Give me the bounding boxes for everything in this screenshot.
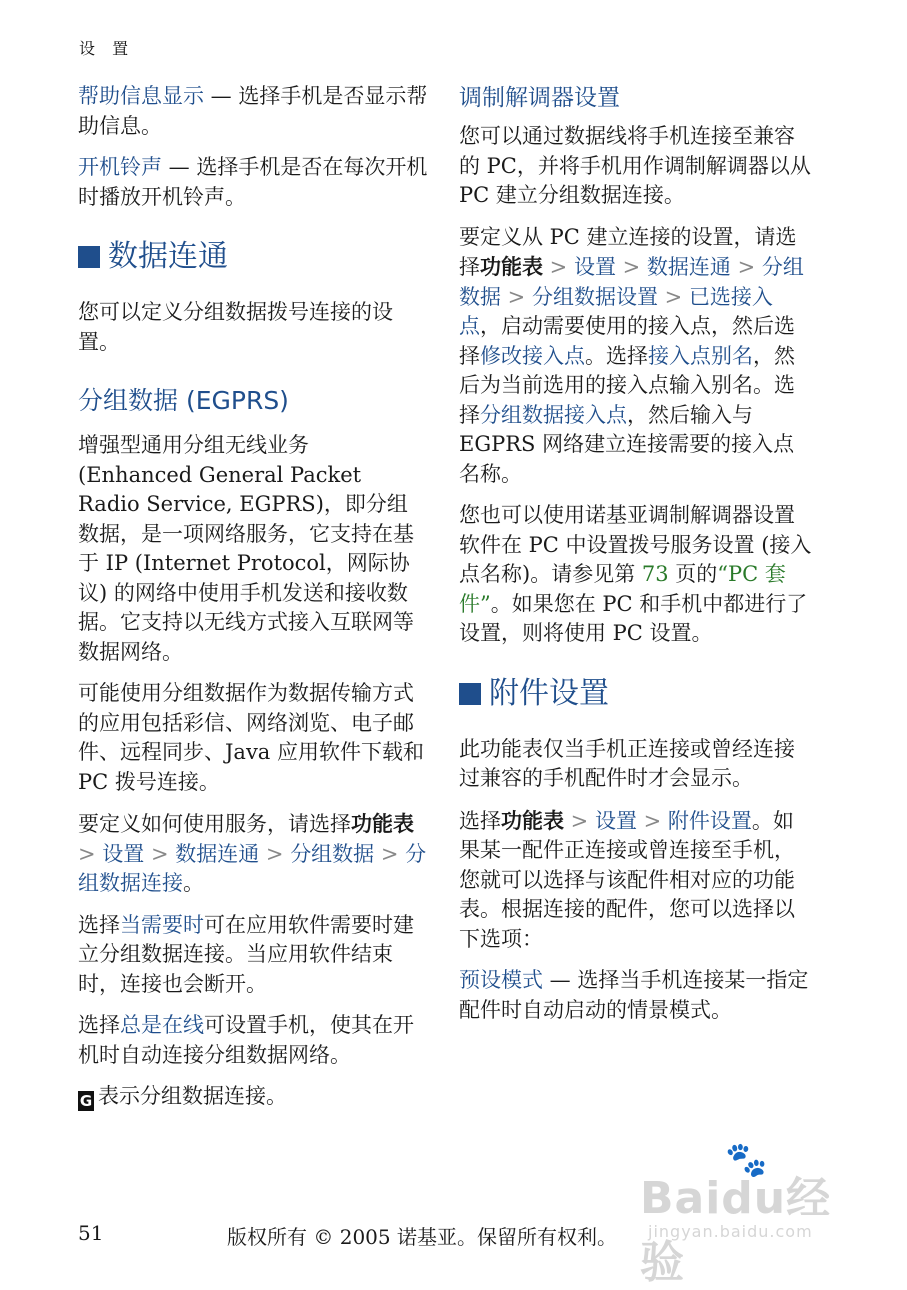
startup-tone-desc: — 选择手机是否在每次开机时播放开机铃声。 <box>78 155 428 209</box>
watermark-logo: Baidu经验 <box>640 1173 832 1288</box>
menu-path-item: 分组数据 <box>290 841 375 866</box>
sep: > <box>636 808 668 833</box>
menu-term: 功能表 <box>501 807 564 833</box>
running-header: 设 置 <box>79 39 135 58</box>
copyright-notice: 版权所有 © 2005 诺基亚。保留所有权利。 <box>227 1225 617 1249</box>
term-when-needed: 当需要时 <box>120 912 204 937</box>
modem-software-paragraph <box>459 501 814 649</box>
text-run: 要定义如何使用服务，请选择 <box>78 812 351 836</box>
startup-tone-paragraph <box>78 153 428 212</box>
preset-profile-paragraph <box>459 966 814 1025</box>
text-run: ，然后为当前选用的接入点输入别名。选择 <box>459 343 795 427</box>
paw-icon: 🐾 <box>725 1140 768 1180</box>
term-startup-tone: 开机铃声 <box>78 155 162 179</box>
section-heading-accessories <box>459 675 814 713</box>
gprs-indicator-paragraph <box>78 1082 428 1112</box>
right-column <box>459 82 814 1037</box>
menu-path-item: 数据连通 <box>646 255 731 279</box>
menu-path-item: 分组数据接入点 <box>480 402 627 427</box>
term-preset-profile: 预设模式 <box>459 968 543 992</box>
data-intro-paragraph: 您可以定义分组数据拨号连接的设置。 <box>78 300 393 354</box>
menu-path-item: 分组数据 <box>459 255 804 309</box>
text-run: 。如果您在 PC 和手机中都进行了设置，则将使用 PC 设置。 <box>459 591 808 645</box>
text-run: ，启动需要使用的接入点，然后选择 <box>459 314 795 368</box>
text-run: 选择 <box>78 1013 120 1037</box>
accessories-intro-paragraph: 此功能表仅当手机正连接或曾经连接过兼容的手机配件时才会显示。 <box>459 736 795 790</box>
section-heading-data-text: 数据连通 <box>108 239 228 274</box>
sep: > <box>259 841 291 866</box>
menu-term: 功能表 <box>480 254 543 279</box>
menu-path-item: 设置 <box>573 255 616 279</box>
text-run: 。如果某一配件正连接或曾连接至手机，您就可以选择与该配件相对应的功能表。根据连接的配件，您可以选择以下选项： <box>459 808 795 951</box>
menu-path-item: 数据连通 <box>175 841 260 866</box>
text-run: 可在应用软件需要时建立分组数据连接。当应用软件结束时，连接也会断开。 <box>78 912 414 996</box>
sep: > <box>730 255 762 279</box>
section-heading-accessories-text: 附件设置 <box>489 675 609 711</box>
sep: > <box>374 841 406 866</box>
text-run: ，然后输入与 EGPRS 网络建立连接需要的接入点名称。 <box>459 402 795 486</box>
square-bullet-icon <box>78 246 100 268</box>
gprs-indicator-icon: G <box>79 1092 93 1110</box>
egprs-desc-paragraph: 增强型通用分组无线业务 (Enhanced General Packet Radio Service, EGPRS)，即分组数据，是一项网络服务，它支持在基于 IP (Internet Protocol，网际协议) 的网络中使用手机发送和接收数据。它支持以无线方式接入互联网等数据网络。 <box>78 433 414 664</box>
sep: > <box>78 841 103 866</box>
menu-term: 功能表 <box>351 811 414 836</box>
text-run: 表示分组数据连接。 <box>98 1084 287 1108</box>
subheading-modem: 调制解调器设置 <box>459 85 620 111</box>
text-run: 可设置手机，使其在开机时自动连接分组数据网络。 <box>78 1013 414 1067</box>
menu-path-item: 已选接入点 <box>459 284 773 338</box>
menu-path-item: 修改接入点 <box>480 343 585 368</box>
menu-path-item: 设置 <box>102 841 145 866</box>
section-reference: “PC 套件” <box>459 562 786 616</box>
section-heading-data <box>78 238 428 276</box>
text-run: 页的 <box>668 562 718 586</box>
help-info-desc: — 选择手机是否显示帮助信息。 <box>78 84 428 138</box>
text-run: 要定义从 PC 建立连接的设置，请选择 <box>459 224 797 279</box>
menu-path-item: 分组数据设置 <box>531 284 658 309</box>
watermark-url: jingyan.baidu.com <box>648 1222 813 1241</box>
watermark <box>640 1140 870 1288</box>
text-run: 。 <box>183 871 204 895</box>
sep: > <box>615 255 647 279</box>
square-bullet-icon <box>459 683 481 705</box>
egprs-menu-paragraph <box>78 809 428 899</box>
term-always-online: 总是在线 <box>120 1013 204 1037</box>
subheading-egprs: 分组数据 (EGPRS) <box>78 386 289 415</box>
modem-settings-paragraph <box>459 223 814 490</box>
when-needed-paragraph <box>78 911 428 1000</box>
always-online-paragraph <box>78 1011 428 1070</box>
sep: > <box>501 284 532 309</box>
term-help-info: 帮助信息显示 <box>78 84 204 108</box>
page-number: 51 <box>78 1221 104 1245</box>
menu-path-item: 分组数据连接 <box>78 841 427 895</box>
page-reference: 73 <box>641 562 669 586</box>
egprs-apps-paragraph: 可能使用分组数据作为数据传输方式的应用包括彩信、网络浏览、电子邮件、远程同步、Java 应用软件下载和 PC 拨号连接。 <box>78 681 424 794</box>
sep: > <box>564 808 595 833</box>
menu-path-item: 设置 <box>594 808 637 833</box>
text-run: 您也可以使用诺基亚调制解调器设置软件在 PC 中设置拨号服务设置 (接入点名称)。请参见第 <box>459 503 812 586</box>
text-run: 。选择 <box>585 343 648 368</box>
sep: > <box>144 841 176 866</box>
text-run: 选择 <box>78 912 120 937</box>
text-run: — 选择当手机连接某一指定配件时自动启动的情景模式。 <box>459 968 809 1022</box>
menu-path-item: 接入点别名 <box>648 343 753 368</box>
sep: > <box>543 255 574 279</box>
sep: > <box>657 284 689 309</box>
accessories-menu-paragraph <box>459 806 814 955</box>
help-info-paragraph <box>78 82 428 141</box>
left-column <box>78 82 428 1124</box>
text-run: 选择 <box>459 808 501 833</box>
menu-path-item: 附件设置 <box>667 808 752 833</box>
modem-intro-paragraph: 您可以通过数据线将手机连接至兼容的 PC，并将手机用作调制解调器以从 PC 建立分组数据连接。 <box>459 124 811 207</box>
